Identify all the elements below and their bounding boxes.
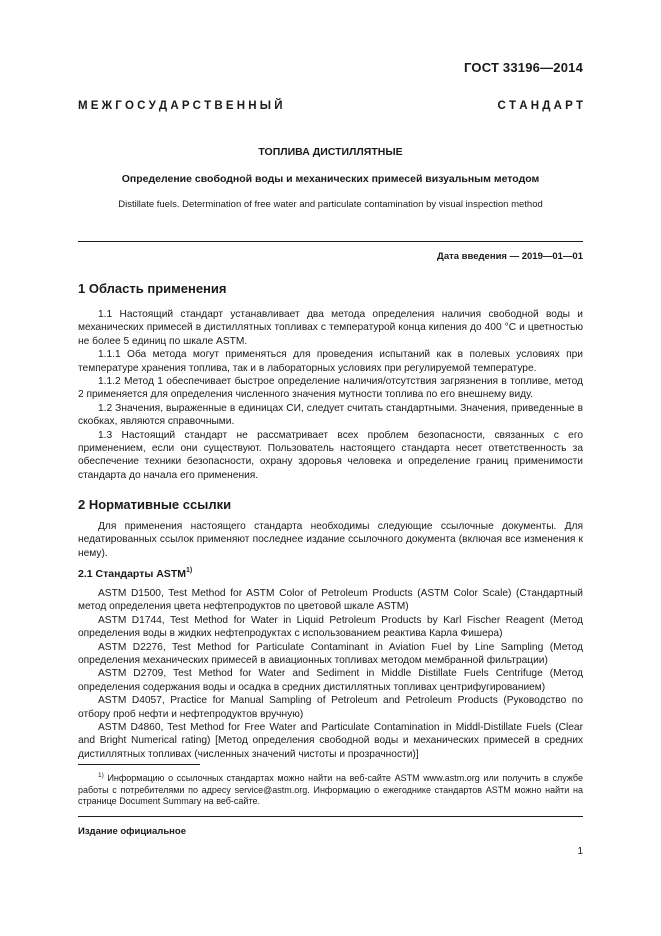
reference-item: ASTM D2276, Test Method for Particulate Contaminant in Aviation Fuel by Line Sampling (Метод определения механических примесей в авиационных топливах методом мембранной фильтрации): [78, 641, 583, 667]
official-edition-label: Издание официальное: [78, 826, 186, 837]
standard-number: ГОСТ 33196—2014: [464, 60, 583, 75]
reference-item: ASTM D2709, Test Method for Water and Sediment in Middle Distillate Fuels Centrifuge (Метод определения содержания воды и осадка в средних дистиллятных топливах центрифугированием): [78, 668, 583, 693]
page-number: 1: [577, 846, 583, 857]
title-divider: [78, 241, 583, 242]
reference-item: ASTM D1500, Test Method for ASTM Color of Petroleum Products (ASTM Color Scale) (Стандартный метод определения цвета нефтепродуктов по цветовой шкале ASTM): [78, 588, 583, 613]
paragraph-1-2: 1.2 Значения, выраженные в единицах СИ, следует считать стандартными. Значения, приведенные в скобках, являются справочными.: [78, 402, 583, 428]
footnote-divider: [78, 764, 200, 765]
section-2-1-heading: [78, 567, 192, 580]
section-2-heading: 2 Нормативные ссылки: [78, 497, 232, 512]
banner-word-interstate: М Е Ж Г О С У Д А Р С Т В Е Н Н Ы Й: [78, 100, 283, 112]
footnote: [78, 770, 583, 808]
paragraph-1-1-2: 1.1.2 Метод 1 обеспечивает быстрое определение наличия/отсутствия загрязнения в топливе, метод 2 применяется для определения численного значения мутности топлива по его внешнему виду.: [78, 376, 583, 401]
document-subtitle: Определение свободной воды и механических примесей визуальным методом: [121, 173, 540, 185]
introduction-date: Дата введения — 2019—01—01: [437, 251, 583, 262]
reference-item: ASTM D1744, Test Method for Water in Liquid Petroleum Products by Karl Fischer Reagent (Метод определения воды в жидких нефтепродуктах с использованием реактива Карла Фишера): [78, 614, 583, 640]
section-2-1-heading-text: 2.1 Стандарты ASTM: [78, 568, 186, 580]
banner-word-standard: С Т А Н Д А Р Т: [497, 100, 583, 112]
reference-item: ASTM D4057, Practice for Manual Sampling of Petroleum and Petroleum Products (Руководство по отбору проб нефти и нефтепродуктов вручную): [78, 695, 583, 720]
english-title: Distillate fuels. Determination of free water and particulate contamination by visual inspection method: [118, 199, 543, 210]
section-2-intro-text: Для применения настоящего стандарта необходимы следующие ссылочные документы. Для недатированных ссылок применяют последнее издание ссылочного документа (включая все изменения к нему).: [78, 521, 583, 559]
reference-item: ASTM D4860, Test Method for Free Water and Particulate Contamination in Middl-Distillate Fuels (Clear and Bright Numerical rating) [Метод определения свободной воды и механических примесей в средних дистиллятных топливах (численных значений чистоты и прозрачности)]: [78, 722, 583, 760]
interstate-standard-banner: [78, 100, 583, 112]
paragraph-1-1: 1.1 Настоящий стандарт устанавливает два метода определения наличия свободной воды и механических примесей в дистиллятных топливах с температурой конца кипения до 400 °С и цветностью не более 5 единиц по шкале ASTM.: [78, 309, 583, 347]
footnote-text: Информацию о ссылочных стандартах можно найти на веб-сайте ASTM www.astm.org или получить в службе работы с потребителями по адресу service@astm.org. Информацию о ежегоднике стандартов ASTM можно найти на странице Document Summary на веб-сайте.: [78, 773, 583, 807]
document-title: ТОПЛИВА ДИСТИЛЛЯТНЫЕ: [258, 146, 403, 158]
footer-divider: [78, 816, 583, 817]
section-1-heading: 1 Область применения: [78, 281, 227, 296]
paragraph-1-1-1: 1.1.1 Оба метода могут применяться для проведения испытаний как в полевых условиях при температуре хранения топлива, так и в лабораторных условиях при регулируемой температуре.: [78, 349, 583, 374]
paragraph-1-3: 1.3 Настоящий стандарт не рассматривает всех проблем безопасности, связанных с его применением, если они существуют. Пользователь настоящего стандарта несет ответственность за обеспечение техники безопасности, охрану здоровья человека и определение границ применимости стандарта до начала его применения.: [78, 429, 583, 481]
section-1-body: [78, 308, 583, 482]
section-2-intro: [78, 520, 583, 560]
footnote-number: 1): [98, 772, 104, 779]
astm-references-list: [78, 587, 583, 761]
footnote-marker: 1): [185, 567, 193, 574]
